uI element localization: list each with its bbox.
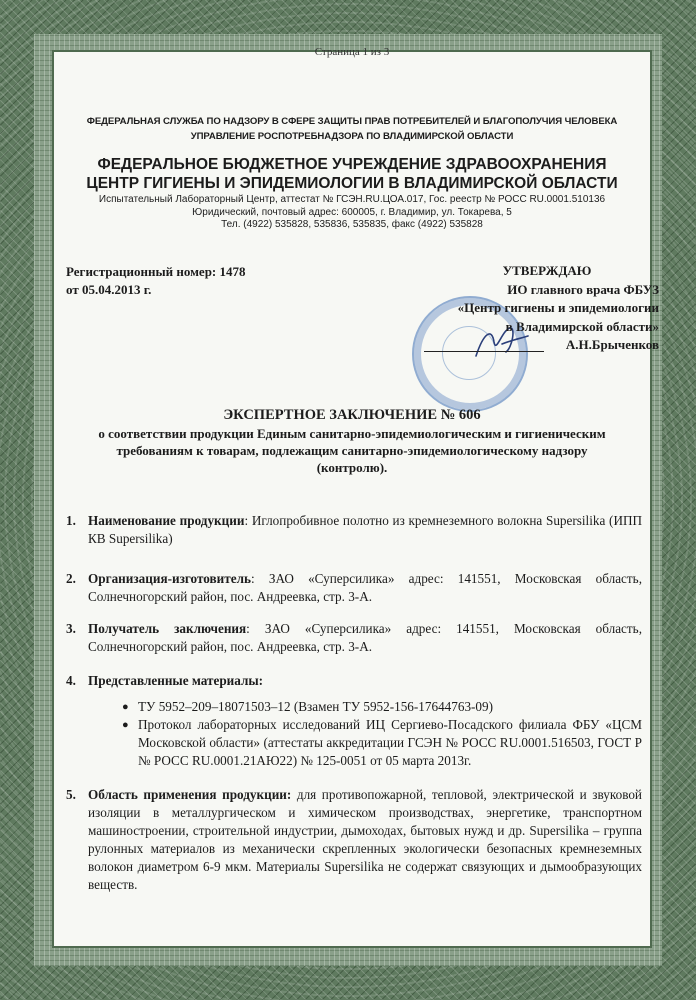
section-text: : Иглопробивное полотно из кремнеземного волокна Supersilika (ИПП КВ Supersilika) bbox=[88, 513, 643, 546]
approval-block bbox=[449, 262, 659, 355]
section-body bbox=[88, 620, 642, 656]
registration-number: Регистрационный номер: 1478 bbox=[66, 264, 246, 279]
institution-line-1: ФЕДЕРАЛЬНОЕ БЮДЖЕТНОЕ УЧРЕЖДЕНИЕ ЗДРАВООХРАНЕНИЯ bbox=[97, 156, 607, 173]
subtitle-line-1: о соответствии продукции Единым санитарно-эпидемиологическим и гигиеническим bbox=[98, 426, 606, 441]
registration-block bbox=[66, 263, 246, 299]
section-number: 1. bbox=[66, 513, 76, 528]
section-body bbox=[88, 786, 642, 894]
section-number: 5. bbox=[66, 787, 76, 802]
section-label: Организация-изготовитель bbox=[88, 571, 251, 586]
document-sheet bbox=[54, 46, 659, 946]
agency-header bbox=[54, 114, 650, 144]
section-recipient bbox=[66, 620, 642, 656]
section-body bbox=[88, 570, 642, 606]
section-manufacturer bbox=[66, 570, 642, 606]
section-label: Представленные материалы: bbox=[88, 673, 264, 688]
section-product-name bbox=[66, 512, 642, 548]
institution-line-2: ЦЕНТР ГИГИЕНЫ И ЭПИДЕМИОЛОГИИ В ВЛАДИМИРСКОЙ ОБЛАСТИ bbox=[86, 175, 618, 192]
institution-name bbox=[54, 155, 650, 193]
approval-line-3: в Владимирской области» bbox=[505, 318, 659, 334]
section-label: Наименование продукции bbox=[88, 513, 245, 528]
section-text: для противопожарной, тепловой, электрической и звуковой изоляции в металлургическом и химическом производствах, энергетике, транспортном машиностроении, строительной индустрии, дымоходах, бытовых нужд и др. Supersilika – группа рулонных материалов из механически скрепленных экологически безопасных кремнеземных волокон диаметром 6-9 мкм. Материалы Supersilika не содержат связующих и дымообразующих веществ. bbox=[88, 787, 642, 892]
section-body bbox=[88, 512, 642, 548]
page-number: Страница 1 из 3 bbox=[314, 46, 390, 58]
approval-line-1: ИО главного врача ФБУЗ bbox=[507, 281, 659, 297]
section-application bbox=[66, 786, 642, 894]
subtitle-line-3: (контролю). bbox=[316, 460, 388, 475]
lab-line-3: Тел. (4922) 535828, 535836, 535835, факс (4922) 535828 bbox=[221, 219, 483, 230]
approval-title: УТВЕРЖДАЮ bbox=[502, 263, 592, 278]
approval-line-2: «Центр гигиены и эпидемиологии bbox=[457, 300, 659, 315]
document-title: ЭКСПЕРТНОЕ ЗАКЛЮЧЕНИЕ № 606 bbox=[223, 407, 481, 423]
lab-line-2: Юридический, почтовый адрес: 600005, г. Владимир, ул. Токарева, 5 bbox=[192, 206, 512, 218]
agency-line-1: ФЕДЕРАЛЬНАЯ СЛУЖБА ПО НАДЗОРУ В СФЕРЕ ЗАЩИТЫ ПРАВ ПОТРЕБИТЕЛЕЙ И БЛАГОПОЛУЧИЯ ЧЕЛОВЕКА bbox=[86, 116, 618, 127]
section-label: Область применения продукции: bbox=[88, 787, 292, 802]
bullet-icon: ● bbox=[122, 719, 129, 731]
section-body bbox=[88, 672, 642, 690]
bullet-icon: ● bbox=[122, 701, 129, 713]
registration-date: от 05.04.2013 г. bbox=[66, 282, 152, 297]
materials-list bbox=[66, 698, 642, 770]
section-label: Получатель заключения bbox=[88, 621, 247, 636]
list-item bbox=[122, 698, 642, 716]
section-number: 3. bbox=[66, 621, 76, 636]
section-number: 2. bbox=[66, 571, 76, 586]
subtitle-line-2: требованиям к товарам, подлежащим санитарно-эпидемиологическому надзору bbox=[116, 443, 588, 458]
list-item-text: Протокол лабораторных исследований ИЦ Сергиево-Посадского филиала ФБУ «ЦСМ Московской области» (аттестаты аккредитации ГСЭН № РОСС RU.0001.516503, ГОСТ Р № РОСС RU.0001.21АЮ22) № 125-0051 от 05 марта 2013г. bbox=[138, 717, 642, 768]
list-item bbox=[122, 716, 642, 770]
document-subtitle bbox=[54, 425, 650, 476]
section-number: 4. bbox=[66, 673, 76, 688]
approval-signer: А.Н.Брыченков bbox=[565, 337, 659, 352]
sections-list bbox=[66, 512, 642, 894]
section-text: : ЗАО «Суперсилика» адрес: 141551, Московская область, Солнечногорский район, пос. Андреевка, стр. 3-А. bbox=[88, 621, 642, 654]
section-text: : ЗАО «Суперсилика» адрес: 141551, Московская область, Солнечногорский район, пос. Андреевка, стр. 3-А. bbox=[88, 571, 642, 604]
lab-details bbox=[54, 194, 650, 232]
list-item-text: ТУ 5952–209–18071503–12 (Взамен ТУ 5952-156-17644763-09) bbox=[138, 699, 494, 714]
section-materials bbox=[66, 672, 642, 690]
agency-line-2: УПРАВЛЕНИЕ РОСПОТРЕБНАДЗОРА ПО ВЛАДИМИРСКОЙ ОБЛАСТИ bbox=[190, 131, 514, 142]
lab-line-1: Испытательный Лабораторный Центр, аттестат № ГСЭН.RU.ЦОА.017, Гос. реестр № РОСС RU.0001.510136 bbox=[98, 194, 606, 205]
